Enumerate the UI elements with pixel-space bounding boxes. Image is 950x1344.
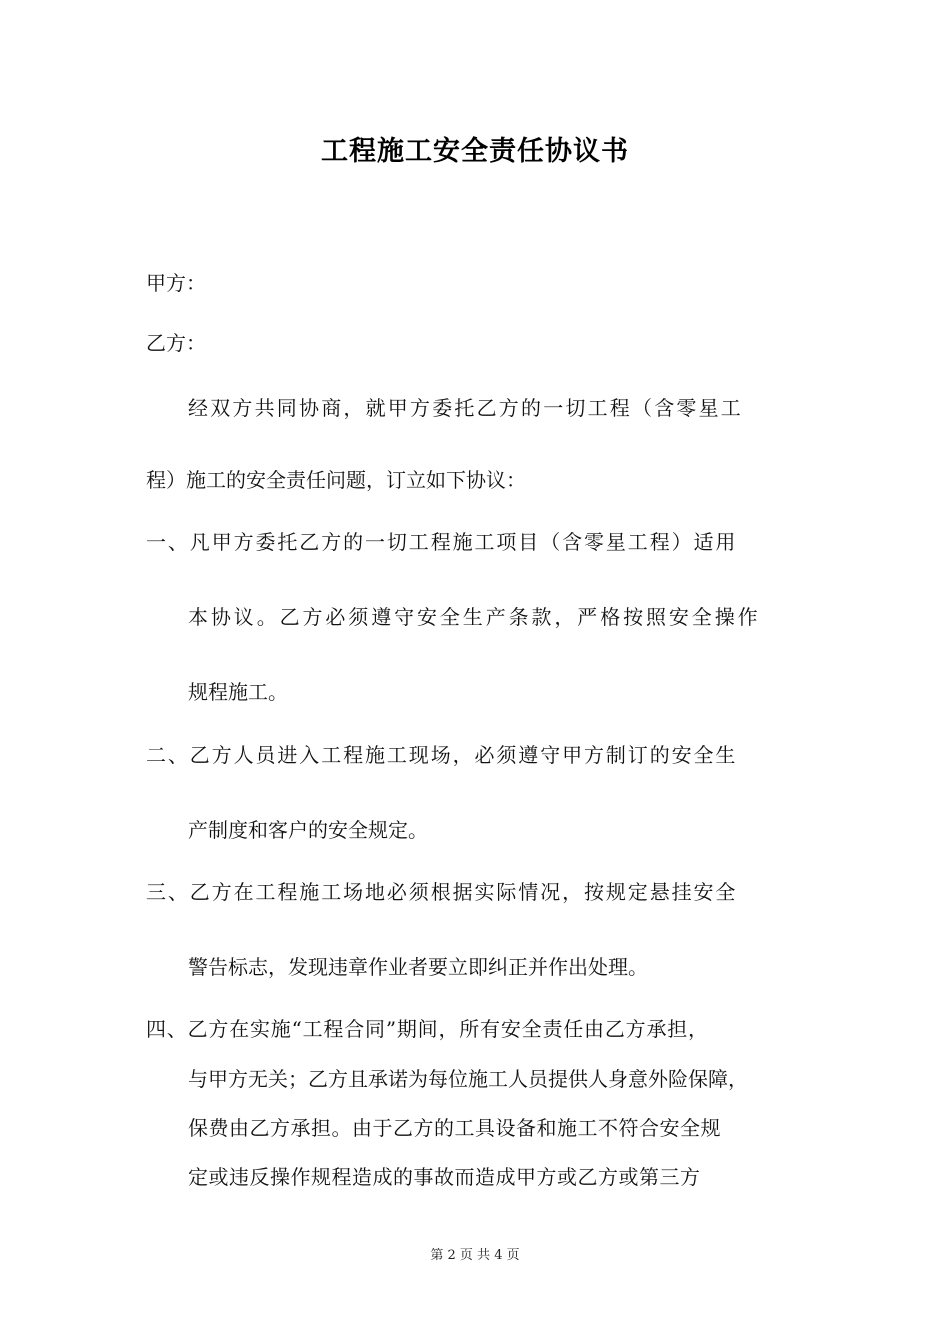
document-title: 工程施工安全责任协议书 [321,136,629,167]
clause-1-line-3: 规程施工。 [188,680,288,704]
clause-2-line-2: 产制度和客户的安全规定。 [188,818,428,842]
page-number: 第 2 页 共 4 页 [430,1248,520,1263]
clause-1-line-2: 本协议。乙方必须遵守安全生产条款，严格按照安全操作 [188,605,761,629]
clause-4-line-1: 四、乙方在实施“工程合同”期间，所有安全责任由乙方承担， [146,1017,709,1041]
intro-line-2: 程）施工的安全责任问题，订立如下协议： [146,468,526,492]
clause-4-line-2: 与甲方无关；乙方且承诺为每位施工人员提供人身意外险保障， [188,1067,748,1091]
clause-1-line-1: 一、凡甲方委托乙方的一切工程施工项目（含零星工程）适用 [146,530,738,554]
clause-4-line-3: 保费由乙方承担。由于乙方的工具设备和施工不符合安全规 [188,1116,721,1140]
clause-2-line-1: 二、乙方人员进入工程施工现场，必须遵守甲方制订的安全生 [146,743,738,767]
intro-line-1: 经双方共同协商，就甲方委托乙方的一切工程（含零星工 [188,396,743,420]
clause-4-line-4: 定或违反操作规程造成的事故而造成甲方或乙方或第三方 [188,1165,701,1189]
party-a-label: 甲方： [146,271,206,295]
clause-3-line-2: 警告标志，发现违章作业者要立即纠正并作出处理。 [188,955,648,979]
clause-3-line-1: 三、乙方在工程施工场地必须根据实际情况，按规定悬挂安全 [146,880,738,904]
party-b-label: 乙方： [146,331,206,355]
